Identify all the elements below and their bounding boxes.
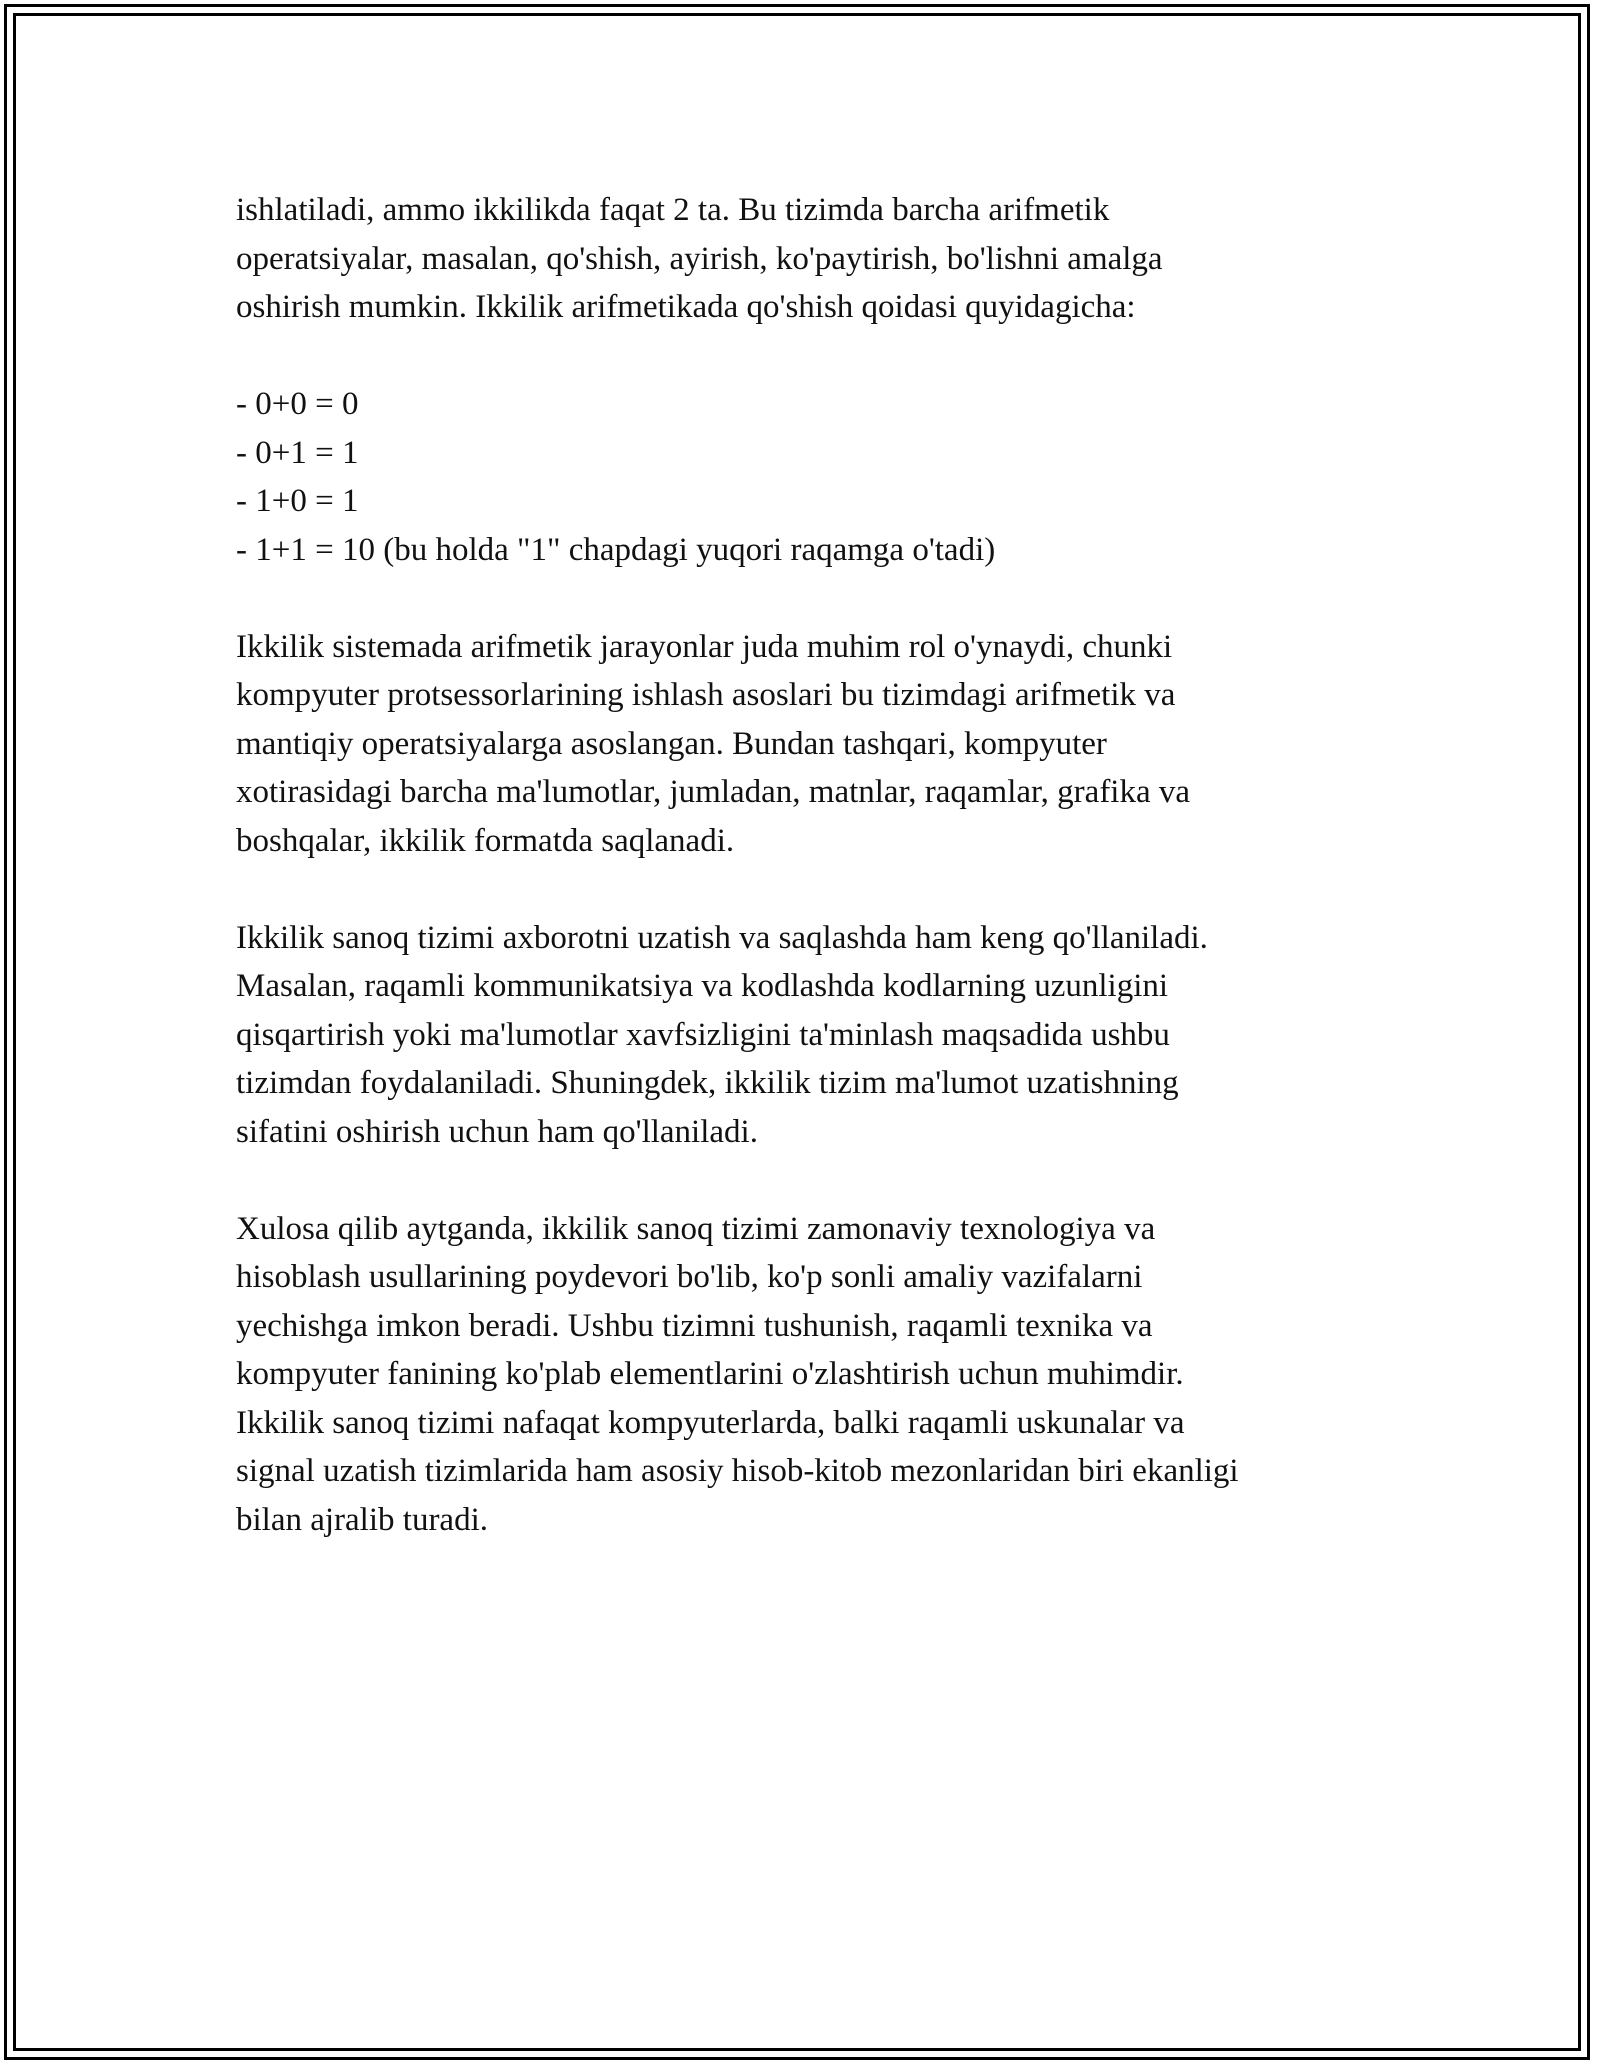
text-line: sifatini oshirish uchun ham qo'llaniladi. (236, 1113, 758, 1150)
text-line: Masalan, raqamli kommunikatsiya va kodlashda kodlarning uzunligini (236, 968, 1169, 1004)
list-item: - 1+1 = 10 (bu holda "1" chapdagi yuqori raqamga o'tadi) (236, 531, 996, 568)
text-line: oshirish mumkin. Ikkilik arifmetikada qo'shish qoidasi quyidagicha: (236, 289, 1136, 325)
text-line: boshqalar, ikkilik formatda saqlanadi. (236, 822, 735, 859)
paragraph-conclusion (236, 1205, 1376, 1545)
text-line: kompyuter fanining ko'plab elementlarini o'zlashtirish uchun muhimdir. (236, 1356, 1184, 1392)
list-item: - 1+0 = 1 (236, 483, 359, 519)
list-item: - 0+1 = 1 (236, 434, 359, 471)
text-line: bilan ajralib turadi. (236, 1501, 488, 1538)
text-line: Ikkilik sistemada arifmetik jarayonlar juda muhim rol o'ynaydi, chunki (236, 628, 1173, 665)
text-line: xotirasidagi barcha ma'lumotlar, jumladan, matnlar, raqamlar, grafika va (236, 774, 1191, 810)
text-line: yechishga imkon beradi. Ushbu tizimni tushunish, raqamli texnika va (236, 1307, 1153, 1344)
text-line: tizimdan foydalaniladi. Shuningdek, ikkilik tizim ma'lumot uzatishning (236, 1065, 1179, 1101)
list-item: - 0+0 = 0 (236, 386, 359, 422)
text-line: signal uzatish tizimlarida ham asosiy hisob-kitob mezonlaridan biri ekanligi (236, 1453, 1239, 1489)
text-line: qisqartirish yoki ma'lumotlar xavfsizligini ta'minlash maqsadida ushbu (236, 1016, 1170, 1053)
text-line: Ikkilik sanoq tizimi axborotni uzatish va saqlashda ham keng qo'llaniladi. (236, 919, 1208, 956)
document-body (236, 186, 1376, 1544)
text-line: Xulosa qilib aytganda, ikkilik sanoq tizimi zamonaviy texnologiya va (236, 1210, 1156, 1247)
text-line: kompyuter protsessorlarining ishlash asoslari bu tizimdagi arifmetik va (236, 677, 1176, 713)
text-line: ishlatiladi, ammo ikkilikda faqat 2 ta. Bu tizimda barcha arifmetik (236, 192, 1110, 228)
text-line: mantiqiy operatsiyalarga asoslangan. Bundan tashqari, kompyuter (236, 725, 1107, 762)
paragraph-data-transmission (236, 914, 1376, 1157)
paragraph-processor-basics (236, 623, 1376, 866)
addition-rules-list (236, 380, 1376, 574)
paragraph-binary-arithmetic-intro (236, 186, 1376, 332)
text-line: hisoblash usullarining poydevori bo'lib, ko'p sonli amaliy vazifalarni (236, 1259, 1143, 1295)
text-line: Ikkilik sanoq tizimi nafaqat kompyuterlarda, balki raqamli uskunalar va (236, 1404, 1185, 1441)
text-line: operatsiyalar, masalan, qo'shish, ayirish, ko'paytirish, bo'lishni amalga (236, 240, 1163, 277)
